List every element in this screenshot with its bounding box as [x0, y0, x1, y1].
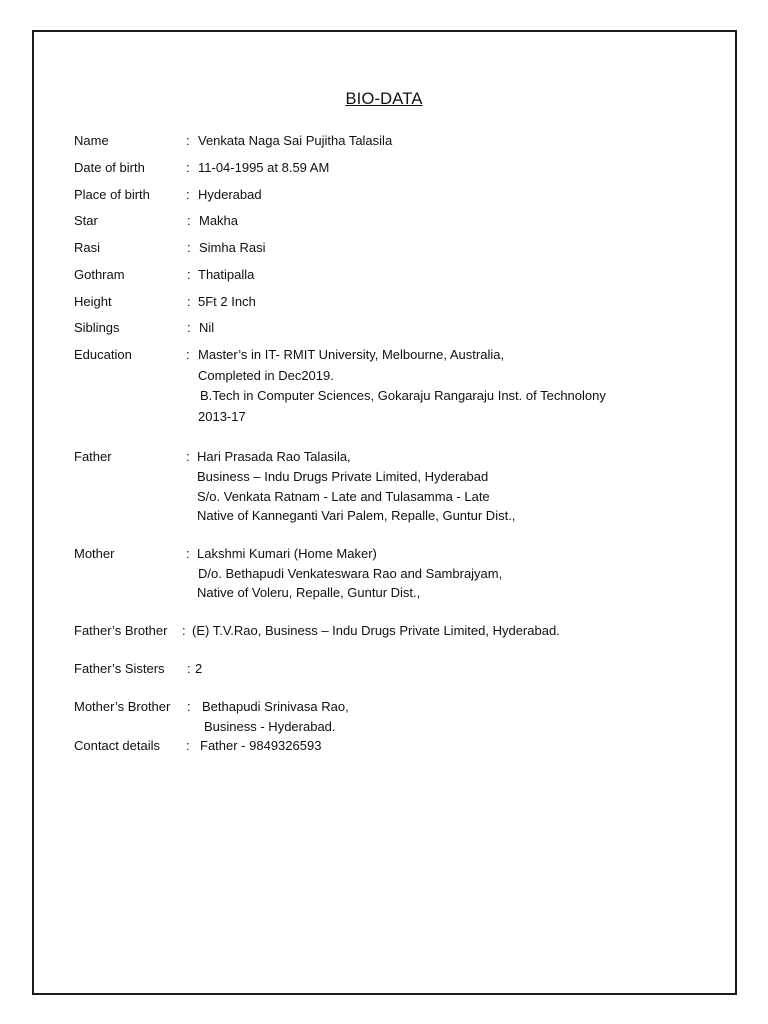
field-value: Makha: [199, 213, 239, 228]
father-line: S/o. Venkata Ratnam - Late and Tulasamma - Late: [197, 489, 490, 504]
field-colon: :: [187, 213, 191, 228]
field-label: Gothram: [74, 267, 125, 282]
field-label: Mother: [74, 546, 115, 561]
education-line: B.Tech in Computer Sciences, Gokaraju Rangaraju Inst. of Technolony: [200, 388, 606, 403]
education-line: Completed in Dec2019.: [198, 368, 334, 383]
field-label: Star: [74, 213, 98, 228]
field-colon: :: [187, 661, 191, 676]
father-line: Business – Indu Drugs Private Limited, Hyderabad: [197, 469, 489, 484]
field-label: Father’s Brother: [74, 623, 168, 638]
field-label: Contact details: [74, 738, 160, 753]
field-colon: :: [182, 623, 186, 638]
field-colon: :: [187, 294, 191, 309]
field-value: 2: [195, 661, 203, 676]
field-label: Father’s Sisters: [74, 661, 165, 676]
field-colon: :: [186, 187, 190, 202]
field-colon: :: [186, 449, 190, 464]
field-colon: :: [187, 240, 191, 255]
field-colon: :: [186, 133, 190, 148]
field-label: Height: [74, 294, 112, 309]
mothers-brother-line: Business - Hyderabad.: [204, 719, 336, 734]
field-label: Place of birth: [74, 187, 150, 202]
field-value: Master’s in IT- RMIT University, Melbourne, Australia,: [198, 347, 505, 362]
field-label: Mother’s Brother: [74, 699, 171, 714]
field-label: Siblings: [74, 320, 120, 335]
field-label: Name: [74, 133, 109, 148]
education-line: 2013-17: [198, 409, 246, 424]
father-line: Native of Kanneganti Vari Palem, Repalle, Guntur Dist.,: [197, 508, 516, 523]
field-value: Father - 9849326593: [200, 738, 322, 753]
field-colon: :: [187, 267, 191, 282]
mother-line: D/o. Bethapudi Venkateswara Rao and Sambrajyam,: [198, 566, 503, 581]
field-colon: :: [186, 347, 190, 362]
field-value: Nil: [199, 320, 215, 335]
field-value: Bethapudi Srinivasa Rao,: [202, 699, 349, 714]
field-label: Date of birth: [74, 160, 145, 175]
mother-line: Native of Voleru, Repalle, Guntur Dist.,: [197, 585, 421, 600]
field-value: Hari Prasada Rao Talasila,: [197, 449, 351, 464]
field-colon: :: [187, 699, 191, 714]
field-colon: :: [186, 546, 190, 561]
field-value: Lakshmi Kumari (Home Maker): [197, 546, 377, 561]
field-label: Education: [74, 347, 132, 362]
field-colon: :: [187, 320, 191, 335]
field-value: Simha Rasi: [199, 240, 266, 255]
field-value: Thatipalla: [198, 267, 255, 282]
field-value: 5Ft 2 Inch: [198, 294, 256, 309]
field-label: Father: [74, 449, 112, 464]
field-label: Rasi: [74, 240, 101, 255]
field-colon: :: [186, 738, 190, 753]
field-value: Hyderabad: [198, 187, 262, 202]
document-title: BIO-DATA: [345, 90, 423, 108]
field-colon: :: [186, 160, 190, 175]
field-value: Venkata Naga Sai Pujitha Talasila: [198, 133, 393, 148]
field-value: (E) T.V.Rao, Business – Indu Drugs Private Limited, Hyderabad.: [192, 623, 560, 638]
field-value: 11-04-1995 at 8.59 AM: [198, 160, 330, 175]
